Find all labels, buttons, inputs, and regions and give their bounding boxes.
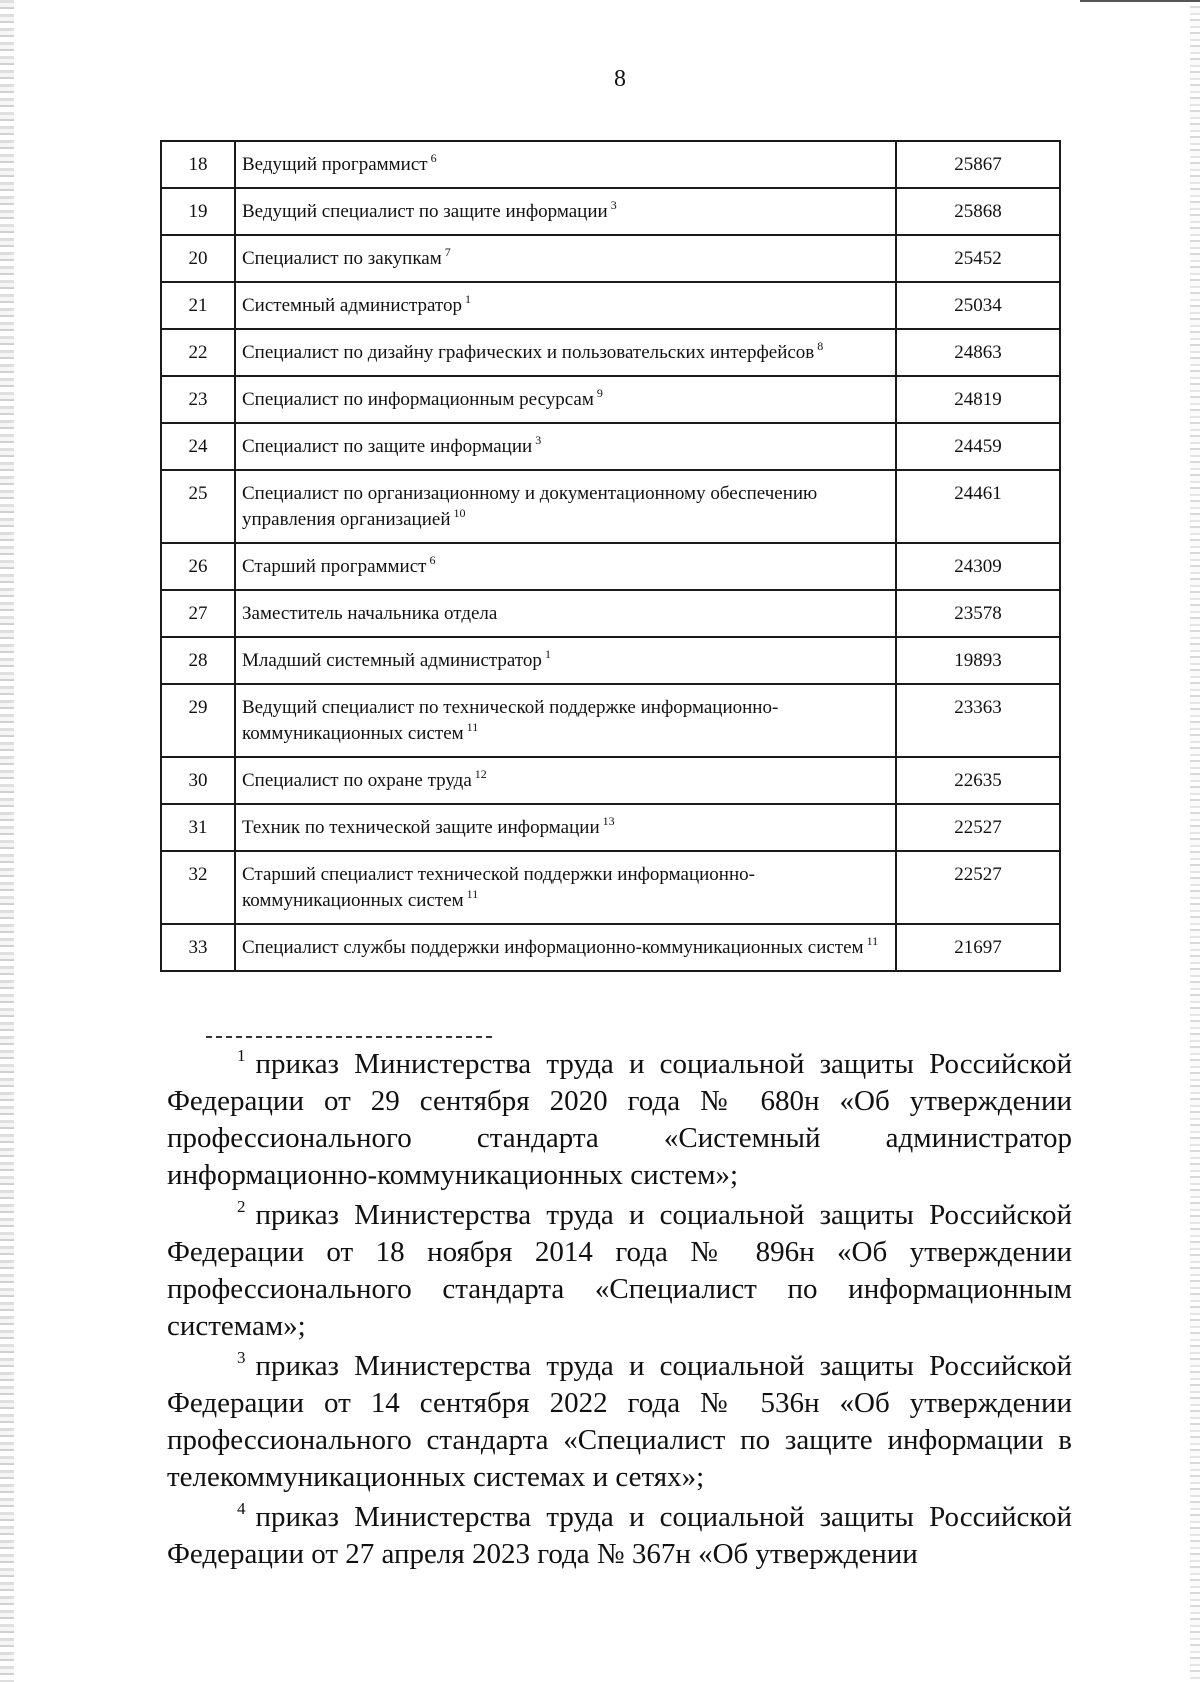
row-number: 26 bbox=[161, 543, 235, 590]
footnote-mark: 4 bbox=[237, 1499, 246, 1518]
row-number: 31 bbox=[161, 804, 235, 851]
positions-table-body bbox=[161, 141, 1060, 971]
row-number: 29 bbox=[161, 684, 235, 757]
row-number: 32 bbox=[161, 851, 235, 924]
row-number: 30 bbox=[161, 757, 235, 804]
table-row bbox=[161, 637, 1060, 684]
position-name: Старший программист bbox=[242, 556, 427, 577]
footnote-ref: 13 bbox=[602, 814, 615, 828]
salary-value: 24863 bbox=[896, 329, 1060, 376]
salary-value: 24309 bbox=[896, 543, 1060, 590]
footnote-ref: 11 bbox=[866, 934, 879, 948]
footnote bbox=[167, 1046, 1072, 1194]
position-name-cell bbox=[235, 851, 896, 924]
position-name-cell bbox=[235, 376, 896, 423]
salary-value: 22527 bbox=[896, 851, 1060, 924]
position-name: Системный администратор bbox=[242, 295, 462, 316]
row-number: 19 bbox=[161, 188, 235, 235]
footnote-ref: 6 bbox=[430, 151, 437, 165]
row-number: 21 bbox=[161, 282, 235, 329]
salary-value: 25452 bbox=[896, 235, 1060, 282]
position-name-cell bbox=[235, 590, 896, 637]
footnote-ref: 3 bbox=[535, 433, 542, 447]
position-name-cell bbox=[235, 757, 896, 804]
position-name: Старший специалист технической поддержки информационно-коммуникационных систем bbox=[242, 864, 755, 911]
footnote-ref: 10 bbox=[453, 506, 466, 520]
row-number: 24 bbox=[161, 423, 235, 470]
table-row bbox=[161, 851, 1060, 924]
footnote-text: приказ Министерства труда и социальной защиты Российской Федерации от 29 сентября 2020 года № 680н «Об утверждении профессионального стандарта «Системный администратор информационно-коммуникационных систем»; bbox=[167, 1048, 1072, 1191]
position-name: Ведущий программист bbox=[242, 154, 428, 175]
salary-value: 25867 bbox=[896, 141, 1060, 188]
salary-value: 23578 bbox=[896, 590, 1060, 637]
position-name: Специалист по информационным ресурсам bbox=[242, 389, 594, 410]
scan-edge-right bbox=[1190, 0, 1200, 1682]
footnote-ref: 8 bbox=[817, 339, 824, 353]
position-name: Специалист по закупкам bbox=[242, 248, 442, 269]
salary-value: 22527 bbox=[896, 804, 1060, 851]
position-name: Техник по технической защите информации bbox=[242, 817, 600, 838]
row-number: 18 bbox=[161, 141, 235, 188]
position-name: Младший системный администратор bbox=[242, 650, 542, 671]
position-name: Специалист по организационному и документационному обеспечению управления организацией bbox=[242, 483, 818, 530]
footnotes bbox=[167, 1046, 1072, 1576]
table-row bbox=[161, 924, 1060, 971]
footnote-ref: 11 bbox=[466, 887, 479, 901]
row-number: 27 bbox=[161, 590, 235, 637]
positions-table bbox=[160, 140, 1061, 972]
footnote-ref: 1 bbox=[544, 647, 551, 661]
table-row bbox=[161, 684, 1060, 757]
position-name-cell bbox=[235, 804, 896, 851]
footnote-ref: 9 bbox=[596, 386, 603, 400]
footnote-mark: 1 bbox=[237, 1046, 246, 1065]
table-row bbox=[161, 376, 1060, 423]
table-row bbox=[161, 543, 1060, 590]
position-name-cell bbox=[235, 188, 896, 235]
position-name: Специалист службы поддержки информационно-коммуникационных систем bbox=[242, 937, 864, 958]
row-number: 33 bbox=[161, 924, 235, 971]
scan-edge-left bbox=[0, 0, 14, 1682]
position-name: Специалист по дизайну графических и пользовательских интерфейсов bbox=[242, 342, 815, 363]
table-row bbox=[161, 282, 1060, 329]
scan-corner-mark bbox=[1080, 0, 1200, 2]
position-name: Заместитель начальника отдела bbox=[242, 603, 498, 624]
position-name-cell bbox=[235, 924, 896, 971]
table-row bbox=[161, 590, 1060, 637]
footnote-text: приказ Министерства труда и социальной защиты Российской Федерации от 27 апреля 2023 года № 367н «Об утверждении bbox=[167, 1501, 1072, 1570]
footnote bbox=[167, 1348, 1072, 1496]
footnote-ref: 1 bbox=[464, 292, 471, 306]
position-name: Специалист по защите информации bbox=[242, 436, 533, 457]
footnote-mark: 2 bbox=[237, 1197, 246, 1216]
table-row bbox=[161, 329, 1060, 376]
row-number: 28 bbox=[161, 637, 235, 684]
footnote-ref: 3 bbox=[610, 198, 617, 212]
footnote-separator bbox=[206, 1036, 492, 1038]
table-row bbox=[161, 757, 1060, 804]
row-number: 22 bbox=[161, 329, 235, 376]
position-name-cell bbox=[235, 637, 896, 684]
row-number: 23 bbox=[161, 376, 235, 423]
salary-value: 24461 bbox=[896, 470, 1060, 543]
salary-value: 24819 bbox=[896, 376, 1060, 423]
salary-value: 23363 bbox=[896, 684, 1060, 757]
position-name-cell bbox=[235, 684, 896, 757]
row-number: 20 bbox=[161, 235, 235, 282]
position-name-cell bbox=[235, 329, 896, 376]
footnote-mark: 3 bbox=[237, 1348, 246, 1367]
salary-value: 24459 bbox=[896, 423, 1060, 470]
footnote bbox=[167, 1197, 1072, 1345]
position-name: Специалист по охране труда bbox=[242, 770, 472, 791]
footnote-ref: 7 bbox=[444, 245, 451, 259]
footnote-ref: 11 bbox=[466, 720, 479, 734]
salary-value: 21697 bbox=[896, 924, 1060, 971]
position-name-cell bbox=[235, 282, 896, 329]
position-name-cell bbox=[235, 235, 896, 282]
footnote bbox=[167, 1499, 1072, 1573]
footnote-ref: 6 bbox=[429, 553, 436, 567]
table-row bbox=[161, 470, 1060, 543]
table-row bbox=[161, 804, 1060, 851]
footnote-text: приказ Министерства труда и социальной защиты Российской Федерации от 14 сентября 2022 года № 536н «Об утверждении профессионального стандарта «Специалист по защите информации в телекоммуникационных системах и сетях»; bbox=[167, 1350, 1072, 1493]
salary-value: 22635 bbox=[896, 757, 1060, 804]
row-number: 25 bbox=[161, 470, 235, 543]
position-name-cell bbox=[235, 470, 896, 543]
footnote-text: приказ Министерства труда и социальной защиты Российской Федерации от 18 ноября 2014 года № 896н «Об утверждении профессионального стандарта «Специалист по информационным системам»; bbox=[167, 1199, 1072, 1342]
position-name: Ведущий специалист по технической поддержке информационно-коммуникационных систем bbox=[242, 697, 779, 744]
position-name: Ведущий специалист по защите информации bbox=[242, 201, 608, 222]
table-row bbox=[161, 141, 1060, 188]
salary-value: 19893 bbox=[896, 637, 1060, 684]
page-number: 8 bbox=[614, 66, 626, 92]
salary-value: 25868 bbox=[896, 188, 1060, 235]
table-row bbox=[161, 235, 1060, 282]
position-name-cell bbox=[235, 543, 896, 590]
footnote-ref: 12 bbox=[474, 767, 487, 781]
position-name-cell bbox=[235, 423, 896, 470]
position-name-cell bbox=[235, 141, 896, 188]
salary-value: 25034 bbox=[896, 282, 1060, 329]
table-row bbox=[161, 423, 1060, 470]
table-row bbox=[161, 188, 1060, 235]
